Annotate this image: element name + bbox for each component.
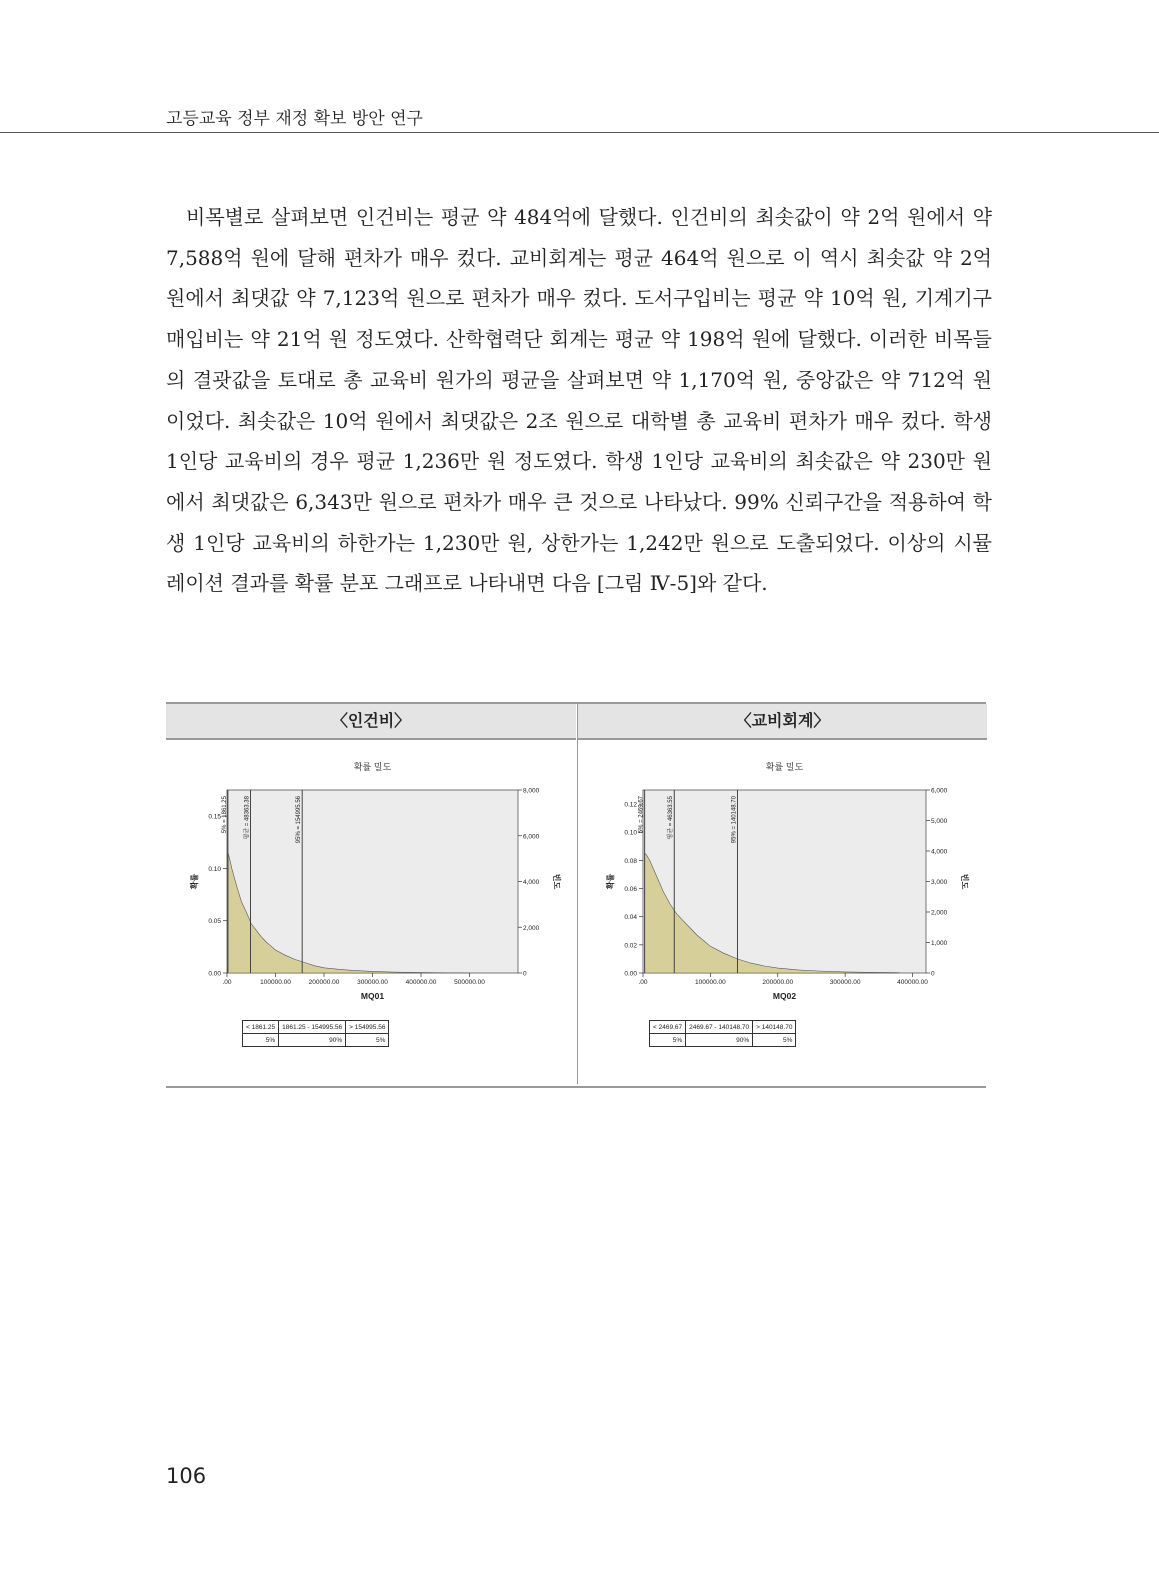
y2-tick-label: 1,000 [931, 940, 948, 947]
y-tick-label: 0.06 [624, 886, 637, 894]
percent-cell: 90% [686, 1034, 753, 1047]
y2-tick-label: 3,000 [931, 879, 948, 886]
x-tick-label: 100000.00 [695, 979, 726, 986]
x-tick-label: 400000.00 [405, 979, 437, 986]
x-tick-label: 200000.00 [762, 979, 794, 986]
density-chart-mq01 [166, 740, 576, 1008]
y-tick-label: 0.00 [208, 970, 221, 978]
x-tick-label: 100000.00 [260, 979, 291, 986]
range-cell: > 154995.56 [346, 1021, 389, 1034]
y2-tick-label: 4,000 [523, 879, 540, 886]
y2-axis-label: 빈도 [552, 873, 561, 890]
y2-tick-label: 6,000 [523, 833, 540, 841]
percentile-table [649, 1020, 796, 1047]
y-tick-label: 0.10 [208, 865, 221, 873]
y-axis-label: 확률 [606, 873, 615, 890]
figure-panel-school-account [577, 704, 987, 1084]
range-cell: 1861.25 - 154995.56 [279, 1021, 346, 1034]
x-tick-label: .00 [222, 979, 232, 986]
page-number: 106 [166, 1464, 207, 1488]
marker-label: 평균 = 46363.55 [668, 796, 675, 840]
x-tick-label: 200000.00 [308, 979, 340, 986]
marker-label: 95% = 154995.56 [296, 796, 303, 844]
x-axis-label: MQ02 [772, 991, 797, 1001]
y-tick-label: 0.05 [208, 918, 221, 926]
y-tick-label: 0.08 [624, 857, 637, 865]
density-chart-mq02 [578, 740, 987, 1008]
percent-cell: 5% [753, 1034, 796, 1047]
range-cell: < 1861.25 [243, 1021, 279, 1034]
y2-tick-label: 5,000 [931, 818, 948, 825]
percent-cell: 5% [346, 1034, 389, 1047]
marker-label: 평균 = 48363.38 [244, 796, 251, 840]
y2-axis-label: 빈도 [960, 873, 969, 890]
percent-cell: 5% [650, 1034, 686, 1047]
y-tick-label: 0.12 [624, 801, 637, 809]
y2-tick-label: 0 [931, 970, 935, 978]
marker-label: 95% = 140148.70 [731, 796, 738, 844]
y2-tick-label: 8,000 [523, 787, 540, 795]
y-tick-label: 0.04 [624, 914, 637, 922]
percentile-table [242, 1020, 389, 1047]
y-tick-label: 0.02 [624, 942, 637, 950]
x-tick-label: 300000.00 [829, 979, 861, 986]
y-axis-label: 확률 [190, 873, 199, 890]
range-cell: > 140148.70 [753, 1021, 796, 1034]
y-tick-label: 0.00 [624, 970, 637, 978]
y2-tick-label: 0 [523, 970, 527, 978]
range-cell: < 2469.67 [650, 1021, 686, 1034]
y2-tick-label: 2,000 [523, 924, 540, 932]
running-header [0, 96, 1159, 133]
marker-label: 5% = 2469.67 [638, 796, 645, 834]
y2-tick-label: 4,000 [931, 848, 948, 856]
x-tick-label: 500000.00 [454, 979, 485, 986]
y-tick-label: 0.10 [624, 829, 637, 837]
y2-tick-label: 6,000 [931, 787, 948, 795]
figure-panel-personnel [166, 704, 576, 1084]
header-title: 고등교육 정부 재정 확보 방안 연구 [166, 109, 423, 129]
panel-heading: 〈교비회계〉 [578, 704, 987, 740]
x-tick-label: 300000.00 [357, 979, 388, 986]
x-tick-label: .00 [638, 979, 648, 986]
y2-tick-label: 2,000 [931, 909, 948, 917]
range-cell: 2469.67 - 140148.70 [686, 1021, 753, 1034]
percent-cell: 90% [279, 1034, 346, 1047]
figure-iv-5 [166, 702, 986, 1088]
chart-title: 확률 밀도 [765, 762, 804, 772]
body-paragraph: 비목별로 살펴보면 인건비는 평균 약 484억에 달했다. 인건비의 최솟값이 약 2억 원에서 약 7,588억 원에 달해 편차가 매우 컸다. 교비회계는 평균 464억 원으로 이 역시 최솟값 약 2억 원에서 최댓값 약 7,123억 원으로 편차가 매우 컸다. 도서구입비는 평균 약 10억 원, 기계기구매입비는 약 21억 원 정도였다. 산학협력단 회계는 평균 약 198억 원에 달했다. 이러한 비목들의 결괏값을 토대로 총 교육비 원가의 평균을 살펴보면 약 1,170억 원, 중앙값은 약 712억 원이었다. 최솟값은 10억 원에서 최댓값은 2조 원으로 대학별 총 교육비 편차가 매우 컸다. 학생 1인당 교육비의 경우 평균 1,236만 원 정도였다. 학생 1인당 교육비의 최솟값은 약 230만 원에서 최댓값은 6,343만 원으로 편차가 매우 큰 것으로 나타났다. 99% 신뢰구간을 적용하여 학생 1인당 교육비의 하한가는 1,230만 원, 상한가는 1,242만 원으로 도출되었다. 이상의 시뮬레이션 결과를 확률 분포 그래프로 나타내면 다음 [그림 Ⅳ-5]와 같다. [166, 205, 992, 596]
panel-heading: 〈인건비〉 [166, 704, 576, 740]
percent-cell: 5% [243, 1034, 279, 1047]
x-axis-label: MQ01 [360, 991, 385, 1001]
y-tick-label: 0.15 [208, 813, 221, 821]
chart-title: 확률 밀도 [353, 762, 392, 772]
marker-label: 5% = 1861.25 [221, 796, 228, 834]
x-tick-label: 400000.00 [897, 979, 928, 986]
